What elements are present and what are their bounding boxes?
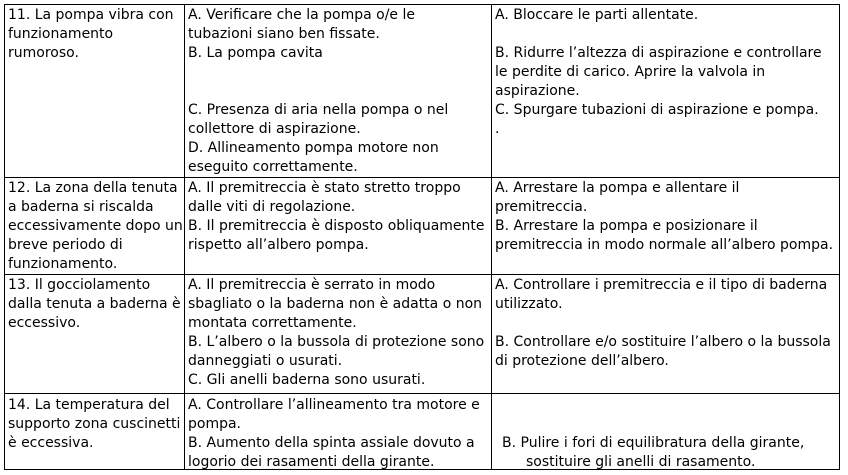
- cause-line: A. Il premitreccia è stato stretto troppo: [188, 180, 461, 196]
- remedy-line: A. Arrestare la pompa e allentare il: [495, 180, 740, 196]
- problem-line: dalla tenuta a baderna è: [8, 296, 181, 312]
- troubleshooting-table: [4, 4, 840, 470]
- remedy-line: B. Ridurre l’altezza di aspirazione e controllare: [495, 45, 822, 61]
- cause-line: C. Presenza di aria nella pompa o nel: [188, 102, 449, 118]
- cause-cell: [185, 178, 492, 274]
- remedy-line: premitreccia.: [495, 199, 588, 215]
- remedy-cell: [492, 275, 839, 393]
- problem-line: supporto zona cuscinetti: [8, 416, 181, 432]
- table-row: [5, 394, 839, 469]
- remedy-line: A. Bloccare le parti allentate.: [495, 7, 699, 23]
- remedy-line: utilizzato.: [495, 296, 563, 312]
- cause-line: B. L’albero o la bussola di protezione sono: [188, 334, 485, 350]
- cause-line: A. Verificare che la pompa o/e le: [188, 7, 415, 23]
- remedy-line: B. Pulire i fori di equilibratura della girante,: [502, 435, 805, 451]
- table-row: [5, 275, 839, 394]
- table-row: [5, 5, 839, 178]
- problem-cell: [5, 394, 185, 469]
- cause-cell: [185, 5, 492, 177]
- remedy-line: B. Arrestare la pompa e posizionare il: [495, 218, 758, 234]
- cause-line: collettore di aspirazione.: [188, 121, 361, 137]
- cause-line: C. Gli anelli baderna sono usurati.: [188, 372, 426, 388]
- cause-line: A. Controllare l’allineamento tra motore e: [188, 397, 480, 413]
- remedy-line: premitreccia in modo normale all’albero pompa.: [495, 237, 834, 253]
- cause-line: eseguito correttamente.: [188, 159, 358, 175]
- problem-line: rumoroso.: [8, 45, 79, 61]
- problem-line: a baderna si riscalda: [8, 199, 154, 215]
- cause-line: rispetto all’albero pompa.: [188, 237, 369, 253]
- problem-line: eccessivo.: [8, 315, 81, 331]
- remedy-line: aspirazione.: [495, 83, 580, 99]
- table-row: [5, 178, 839, 275]
- cause-line: danneggiati o usurati.: [188, 353, 343, 369]
- cause-line: dalle viti di regolazione.: [188, 199, 356, 215]
- problem-line: 14. La temperatura del: [8, 397, 170, 413]
- cause-line: tubazioni siano ben fissate.: [188, 26, 380, 42]
- cause-cell: [185, 275, 492, 393]
- cause-line: B. La pompa cavita: [188, 45, 323, 61]
- remedy-cell: [492, 178, 839, 274]
- cause-line: sbagliato o la baderna non è adatta o non: [188, 296, 483, 312]
- remedy-line: sostituire gli anelli di rasamento.: [526, 454, 756, 469]
- remedy-line: di protezione dell’albero.: [495, 353, 669, 369]
- remedy-line: C. Spurgare tubazioni di aspirazione e pompa.: [495, 102, 819, 118]
- cause-line: pompa.: [188, 416, 242, 432]
- problem-line: 12. La zona della tenuta: [8, 180, 178, 196]
- cause-line: A. Il premitreccia è serrato in modo: [188, 277, 436, 293]
- cause-line: B. Il premitreccia è disposto obliquamente: [188, 218, 485, 234]
- cause-line: logorio dei rasamenti della girante.: [188, 454, 435, 469]
- cause-line: D. Allineamento pompa motore non: [188, 140, 439, 156]
- problem-line: funzionamento: [8, 26, 114, 42]
- problem-line: funzionamento.: [8, 256, 118, 272]
- remedy-line: .: [495, 121, 500, 137]
- problem-line: eccessivamente dopo un: [8, 218, 183, 234]
- remedy-cell: [492, 394, 839, 469]
- cause-line: B. Aumento della spinta assiale dovuto a: [188, 435, 475, 451]
- problem-cell: [5, 5, 185, 177]
- problem-line: 13. Il gocciolamento: [8, 277, 151, 293]
- problem-cell: [5, 275, 185, 393]
- cause-line: montata correttamente.: [188, 315, 357, 331]
- remedy-cell: [492, 5, 839, 177]
- problem-line: è eccessiva.: [8, 435, 94, 451]
- problem-line: breve periodo di: [8, 237, 123, 253]
- remedy-line: B. Controllare e/o sostituire l’albero o la bussola: [495, 334, 831, 350]
- remedy-line: A. Controllare i premitreccia e il tipo di baderna: [495, 277, 828, 293]
- remedy-line: le perdite di carico. Aprire la valvola in: [495, 64, 766, 80]
- problem-cell: [5, 178, 185, 274]
- cause-cell: [185, 394, 492, 469]
- problem-line: 11. La pompa vibra con: [8, 7, 174, 23]
